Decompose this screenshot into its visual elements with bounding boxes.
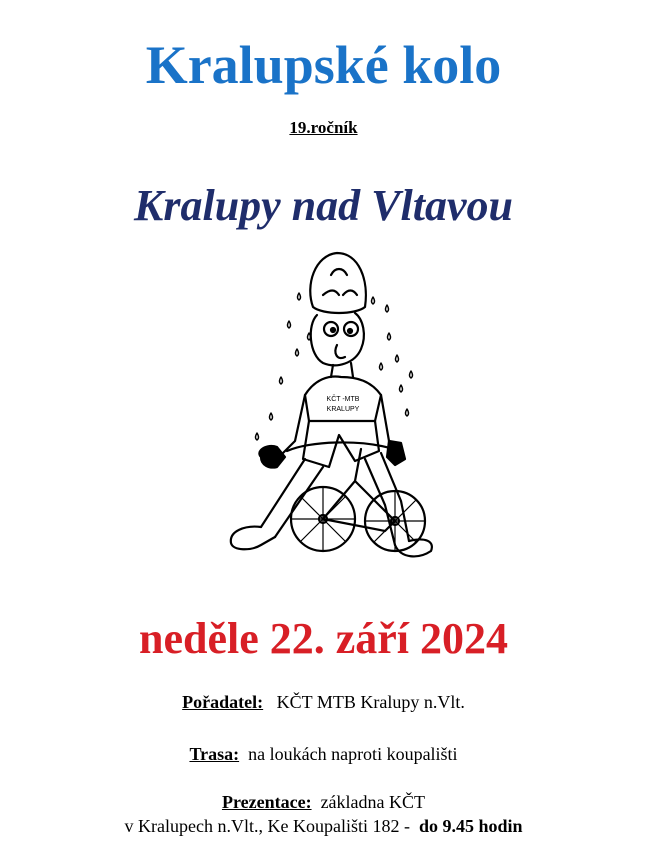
registration-deadline: do 9.45 hodin <box>418 816 523 836</box>
registration-line <box>0 790 647 814</box>
city-heading: Kralupy nad Vltavou <box>134 181 513 230</box>
route-line <box>0 742 647 766</box>
helmet-shape <box>310 253 366 313</box>
edition-label: 19.ročník <box>289 118 358 137</box>
registration-value: základna KČT <box>320 792 426 812</box>
shirt-text-2: KRALUPY <box>326 406 360 413</box>
registration-address: v Kralupech n.Vlt., Ke Koupališti 182 - <box>124 816 410 836</box>
organizer-label: Pořadatel: <box>182 692 264 712</box>
registration-label: Prezentace: <box>221 792 312 812</box>
organizer-line <box>0 690 647 714</box>
organizer-value: KČT MTB Kralupy n.Vlt. <box>276 692 465 712</box>
route-label: Trasa: <box>189 744 240 764</box>
event-date: neděle 22. září 2024 <box>138 614 509 663</box>
cyclist-illustration <box>205 245 445 575</box>
event-title: Kralupské kolo <box>145 35 502 95</box>
shirt-text-1: KČT -MTB <box>326 396 360 403</box>
route-value: na loukách naproti koupališti <box>248 744 458 764</box>
address-line <box>0 814 647 838</box>
